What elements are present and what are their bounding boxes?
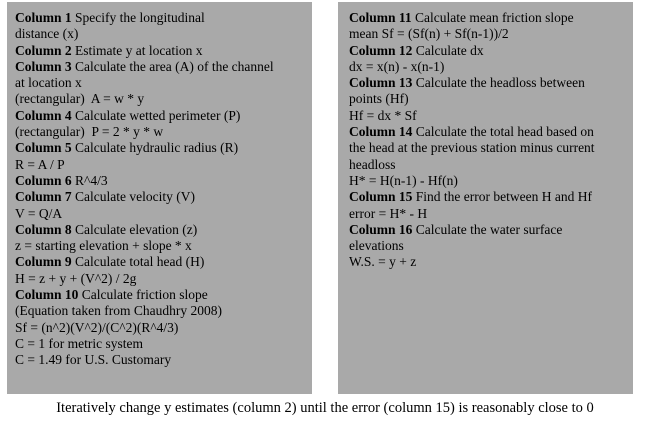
instruction-line: Column 2 Estimate y at location x [15, 42, 203, 58]
instruction-line: the head at the previous station minus current [349, 140, 595, 156]
instruction-line: Sf = (n^2)(V^2)/(C^2)(R^4/3) [15, 319, 179, 335]
column-label: Column 11 [349, 10, 412, 25]
column-label: Column 5 [15, 140, 72, 156]
instruction-line: Column 7 Calculate velocity (V) [15, 189, 195, 205]
instruction-line: Column 16 Calculate the water surface [349, 221, 563, 237]
column-label: Column 6 [15, 172, 72, 188]
instruction-line: Column 8 Calculate elevation (z) [15, 221, 198, 237]
instruction-line: C = 1 for metric system [15, 335, 143, 351]
instruction-line: points (Hf) [349, 91, 409, 107]
column-label: Column 9 [15, 254, 72, 270]
instruction-line: Column 1 Specify the longitudinal [15, 10, 205, 25]
instruction-line: Column 3 Calculate the area (A) of the channel [15, 58, 274, 74]
instruction-line: H* = H(n-1) - Hf(n) [349, 172, 458, 188]
instruction-line: Column 4 Calculate wetted perimeter (P) [15, 107, 241, 123]
column-label: Column 13 [349, 75, 413, 91]
instruction-line: mean Sf = (Sf(n) + Sf(n-1))/2 [349, 26, 509, 42]
instruction-line: H = z + y + (V^2) / 2g [15, 270, 137, 286]
right-instructions-panel [338, 2, 633, 394]
column-label: Column 8 [15, 221, 72, 237]
column-label: Column 12 [349, 42, 413, 58]
column-label: Column 10 [15, 287, 79, 303]
instruction-line: Hf = dx * Sf [349, 107, 417, 123]
instruction-line: (rectangular) A = w * y [15, 91, 145, 107]
footer-note: Iteratively change y estimates (column 2) until the error (column 15) is reasonably close to 0 [56, 400, 594, 416]
instruction-line: headloss [349, 156, 396, 172]
instruction-line: Column 10 Calculate friction slope [15, 287, 208, 303]
instruction-line: dx = x(n) - x(n-1) [349, 58, 445, 74]
instruction-line: C = 1.49 for U.S. Customary [15, 352, 172, 368]
instruction-line: Column 14 Calculate the total head based on [349, 124, 594, 140]
instruction-line: W.S. = y + z [349, 254, 417, 270]
instruction-line: Column 12 Calculate dx [349, 42, 484, 58]
column-label: Column 16 [349, 221, 413, 237]
column-label: Column 2 [15, 42, 72, 58]
column-label: Column 7 [15, 189, 72, 205]
instruction-line: V = Q/A [15, 205, 63, 221]
column-label: Column 1 [15, 10, 72, 25]
column-label: Column 3 [15, 58, 72, 74]
instruction-line: Column 11 Calculate mean friction slope [349, 10, 574, 25]
instruction-line: R = A / P [15, 156, 65, 172]
column-label: Column 14 [349, 124, 413, 140]
instruction-line: at location x [15, 75, 82, 91]
instruction-line: Column 5 Calculate hydraulic radius (R) [15, 140, 239, 156]
instruction-line: Column 13 Calculate the headloss between [349, 75, 585, 91]
instruction-line: Column 15 Find the error between H and Hf [349, 189, 592, 205]
instruction-line: (Equation taken from Chaudhry 2008) [15, 303, 222, 319]
instruction-line: z = starting elevation + slope * x [15, 238, 192, 254]
instruction-line: Column 6 R^4/3 [15, 172, 108, 188]
instruction-line: Column 9 Calculate total head (H) [15, 254, 205, 270]
instruction-line: distance (x) [15, 26, 79, 42]
instruction-line: (rectangular) P = 2 * y * w [15, 124, 164, 140]
column-label: Column 4 [15, 107, 72, 123]
instruction-line: error = H* - H [349, 205, 428, 221]
column-label: Column 15 [349, 189, 413, 205]
left-instructions-panel [7, 2, 312, 394]
instruction-line: elevations [349, 238, 404, 254]
